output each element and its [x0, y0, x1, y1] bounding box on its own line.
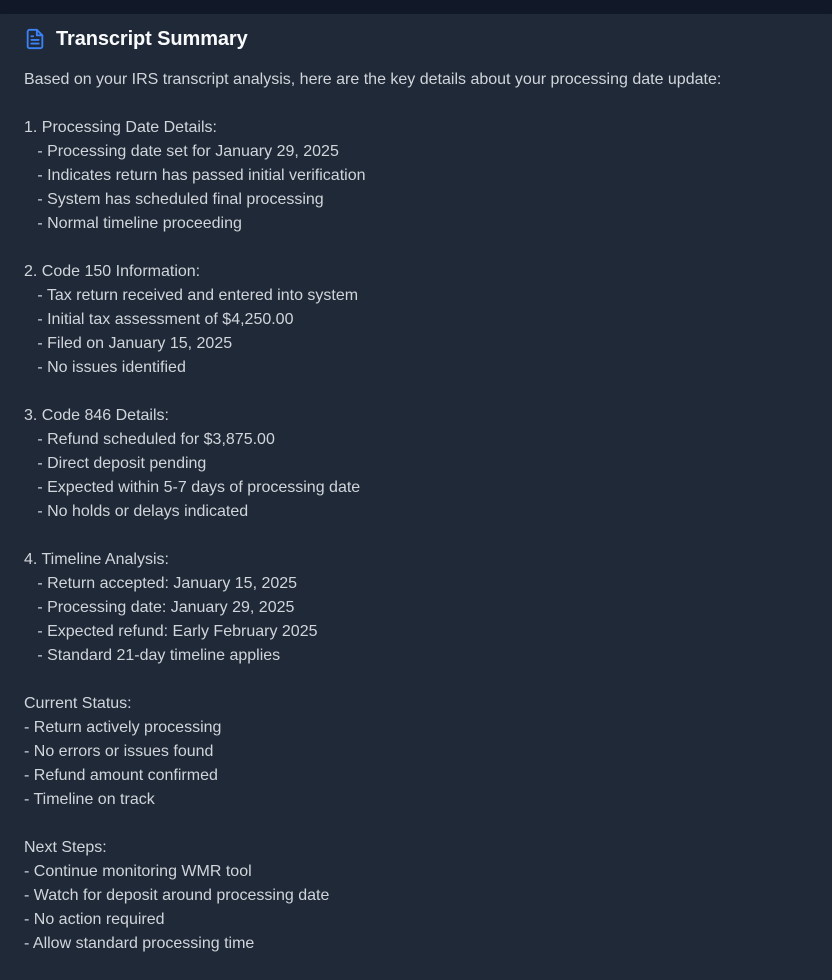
summary-text: Based on your IRS transcript analysis, here are the key details about your processing date update: 1. Processing Date Details: - Processing date set for January 29, 2025 - Indicates return has passed initial verification - System has scheduled final processing - Normal timeline proceeding 2. Code 150 Information: - Tax return received and entered into system - Initial tax assessment of $4,250.00 - Filed on January 15, 2025 - No issues identified 3. Code 846 Details: - Refund scheduled for $3,875.00 - Direct deposit pending - Expected within 5-7 days of processing date - No holds or delays indicated 4. Timeline Analysis: - Return accepted: January 15, 2025 - Processing date: January 29, 2025 - Expected refund: Early February 2025 - Standard 21-day timeline applies Current Status: - Return actively processing - No errors or issues found - Refund amount confirmed - Timeline on track Next Steps: - Continue monitoring WMR tool - Watch for deposit around processing date - No action required - Allow standard processing time — [24, 71, 722, 952]
panel-title: Transcript Summary — [56, 27, 248, 50]
panel-header — [24, 25, 248, 53]
document-icon — [24, 28, 46, 50]
top-bar — [0, 0, 832, 14]
transcript-summary-panel — [0, 14, 832, 980]
